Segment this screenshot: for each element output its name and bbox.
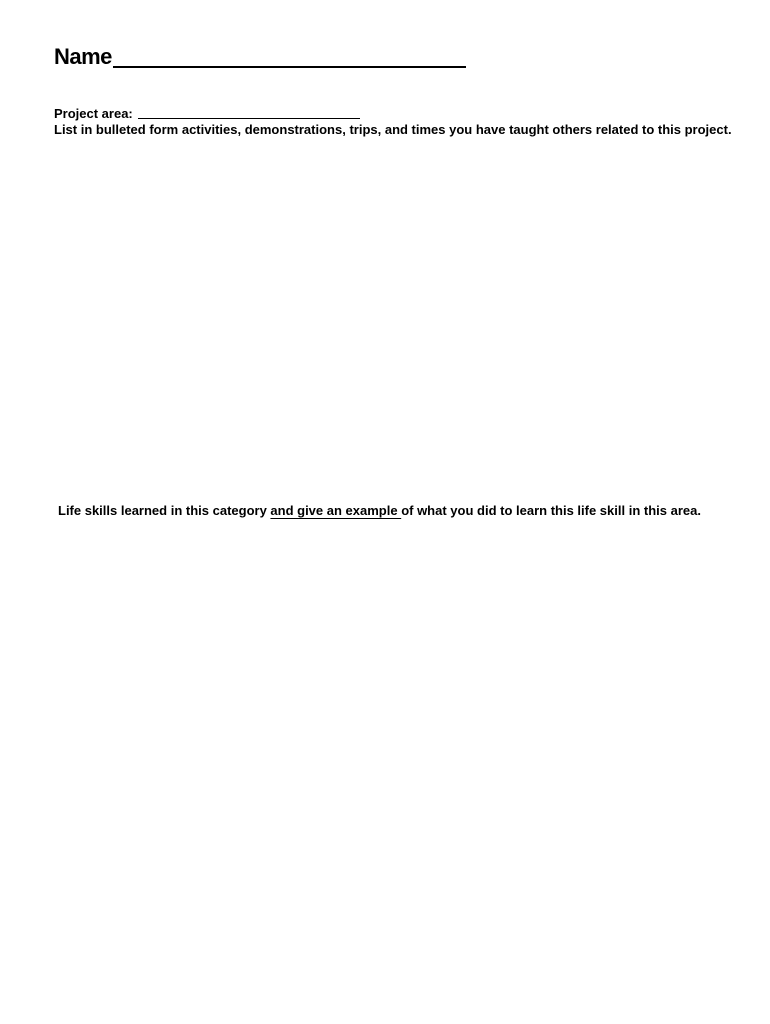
name-label: Name bbox=[54, 44, 112, 69]
life-skills-text-end: of what you did to learn this life skill in this area. bbox=[401, 503, 701, 518]
project-area-label: Project area: bbox=[54, 106, 133, 121]
project-area-row bbox=[54, 106, 360, 122]
life-skills-text-underlined: and give an example bbox=[270, 503, 402, 518]
life-skills-prompt bbox=[58, 503, 763, 519]
project-area-input-line[interactable] bbox=[138, 118, 360, 119]
activities-answer-area[interactable] bbox=[54, 165, 744, 490]
instructions-text: List in bulleted form activities, demonstrations, trips, and times you have taught others related to this project. bbox=[54, 122, 732, 137]
life-skills-text-start: Life skills learned in this category bbox=[58, 503, 271, 518]
name-field-row bbox=[54, 44, 466, 70]
life-skills-answer-area[interactable] bbox=[54, 530, 744, 1000]
name-input-line[interactable] bbox=[113, 66, 466, 68]
